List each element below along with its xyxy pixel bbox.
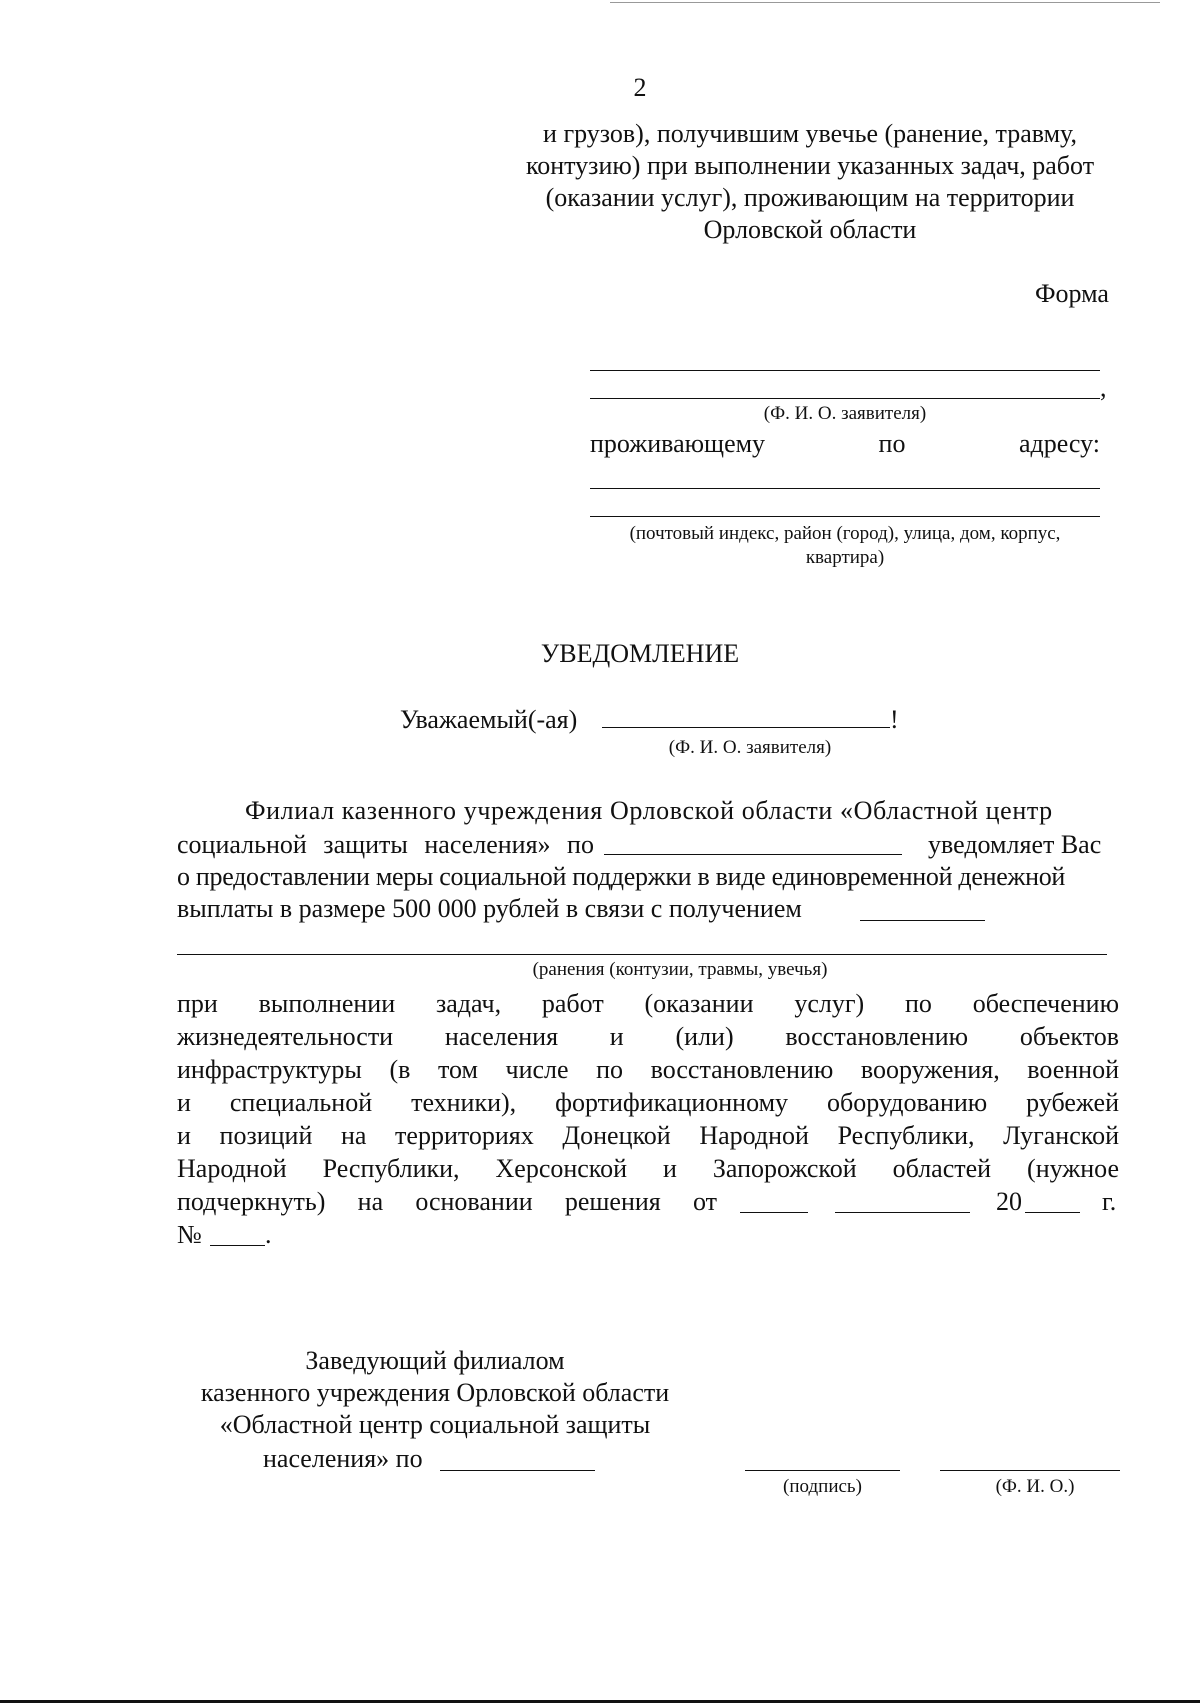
notice-heading: УВЕДОМЛЕНИЕ	[540, 639, 740, 668]
fio-line-1	[590, 370, 1100, 371]
p1-line-4: выплаты в размере 500 000 рублей в связи с получением	[177, 894, 802, 923]
salutation: Уважаемый(-ая)	[400, 705, 578, 734]
fio-sign-line	[940, 1470, 1120, 1471]
address-caption-line: (почтовый индекс, район (город), улица, дом, корпус,	[629, 523, 1061, 544]
address-line-1	[590, 488, 1100, 489]
salutation-exclamation: !	[890, 705, 899, 734]
title-line: контузию) при выполнении указанных задач, работ	[525, 151, 1095, 180]
injury-caption: (ранения (контузии, травмы, увечья)	[532, 959, 828, 980]
fio-line-2	[590, 398, 1100, 399]
title-line: (оказании услуг), проживающим на территории	[545, 183, 1075, 212]
p2-line: и специальной техники), фортификационному оборудованию рубежей	[177, 1088, 1119, 1117]
decision-end-dot: .	[265, 1220, 272, 1249]
title-line: Орловской области	[703, 215, 917, 244]
branch-blank	[440, 1470, 595, 1471]
signature-line: Заведующий филиалом	[305, 1346, 565, 1375]
decision-number-sign: №	[177, 1220, 202, 1249]
p2-line: Народной Республики, Херсонской и Запорожской областей (нужное	[177, 1154, 1119, 1183]
residing-line	[590, 428, 1100, 460]
p2-line-7-text: подчеркнуть) на основании решения от	[177, 1187, 717, 1216]
p1-line-2a: социальной защиты населения» по	[177, 830, 594, 859]
page-number: 2	[633, 73, 647, 102]
signature-title	[175, 1345, 695, 1441]
signature-last-line: населения» по	[263, 1444, 423, 1473]
p1-line-2b: уведомляет Вас	[928, 830, 1102, 859]
date-g: г.	[1102, 1187, 1117, 1216]
decision-number-blank	[210, 1245, 265, 1246]
salutation-line	[602, 727, 890, 728]
p1-blank-injury	[860, 920, 985, 921]
signature-line: казенного учреждения Орловской области	[200, 1378, 670, 1407]
scan-top-line	[610, 2, 1160, 3]
signature-line: «Областной центр социальной защиты	[219, 1410, 651, 1439]
injury-line	[177, 954, 1107, 955]
date-year-prefix: 20	[996, 1187, 1022, 1216]
salutation-caption: (Ф. И. О. заявителя)	[668, 737, 832, 758]
address-caption-line: квартира)	[805, 547, 885, 568]
date-year-blank	[1025, 1212, 1080, 1213]
p2-line: при выполнении задач, работ (оказании услуг) по обеспечению	[177, 989, 1119, 1018]
p1-text: Филиал казенного учреждения Орловской области «Областной центр	[245, 796, 1053, 825]
scan-bottom-line	[0, 1700, 1200, 1703]
residing-word: по	[878, 429, 906, 458]
fio-caption: (Ф. И. О. заявителя)	[763, 403, 927, 424]
sign-caption: (подпись)	[783, 1476, 862, 1497]
date-day-blank	[740, 1212, 808, 1213]
p2-line: инфраструктуры (в том числе по восстановлению вооружения, военной	[177, 1055, 1119, 1084]
fio-sign-caption: (Ф. И. О.)	[995, 1476, 1075, 1497]
residing-word: адресу:	[1018, 429, 1100, 458]
p1-line-3: о предоставлении меры социальной поддержки в виде единовременной денежной	[177, 862, 1066, 891]
address-line-2	[590, 516, 1100, 517]
sign-line	[745, 1470, 900, 1471]
address-caption	[585, 522, 1105, 570]
title-line: и грузов), получившим увечье (ранение, травму,	[543, 119, 1077, 148]
p1-blank-branch	[604, 854, 902, 855]
title-block	[470, 118, 1150, 246]
date-month-blank	[835, 1212, 970, 1213]
p2-line: и позиций на территориях Донецкой Народной Республики, Луганской	[177, 1121, 1119, 1150]
form-label: Форма	[1035, 279, 1109, 308]
fio-comma: ,	[1100, 373, 1107, 402]
residing-word: проживающему	[590, 429, 766, 458]
p2-line: жизнедеятельности населения и (или) восстановлению объектов	[177, 1022, 1119, 1051]
p1-line-1	[245, 795, 1119, 827]
